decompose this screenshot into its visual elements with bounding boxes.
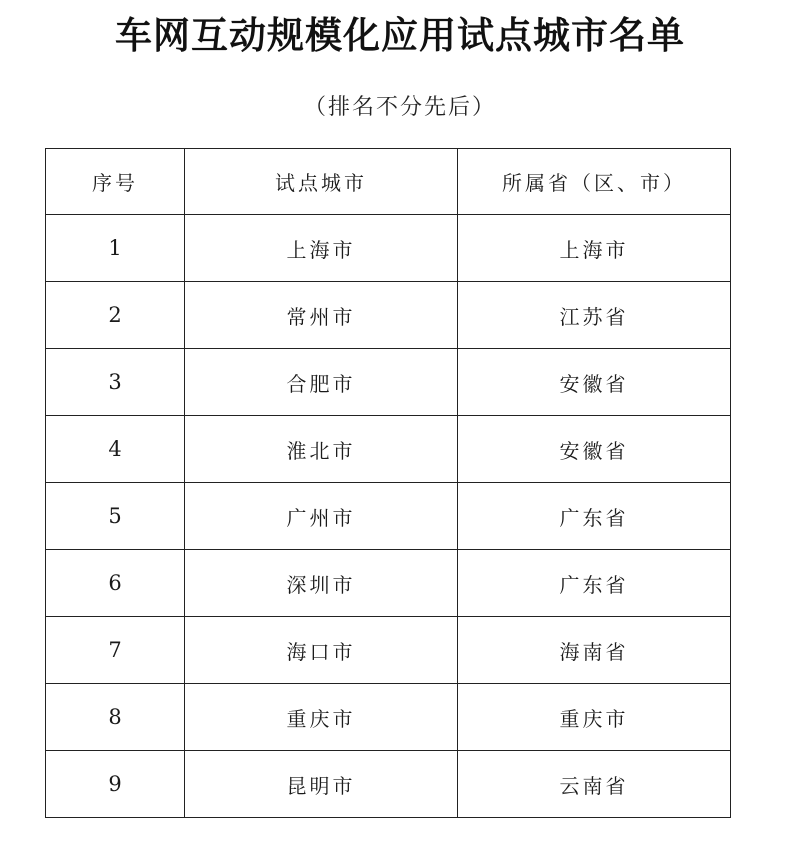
table-row [46,550,731,617]
row-city: 深圳市 [185,550,458,617]
row-city: 上海市 [185,215,458,282]
document-subtitle: （排名不分先后） [303,95,496,120]
row-province: 上海市 [458,215,731,282]
row-index: 5 [46,483,185,550]
row-index: 2 [46,282,185,349]
table-row [46,215,731,282]
row-province: 安徽省 [458,416,731,483]
table-row [46,282,731,349]
row-index: 4 [46,416,185,483]
header-province: 所属省（区、市） [458,149,731,215]
row-city: 常州市 [185,282,458,349]
row-city: 重庆市 [185,684,458,751]
row-province: 江苏省 [458,282,731,349]
row-index: 6 [46,550,185,617]
row-index: 8 [46,684,185,751]
table-row [46,416,731,483]
row-province: 海南省 [458,617,731,684]
header-index: 序号 [46,149,185,215]
row-province: 重庆市 [458,684,731,751]
document-title: 车网互动规模化应用试点城市名单 [115,14,685,57]
row-city: 昆明市 [185,751,458,818]
row-city: 海口市 [185,617,458,684]
row-city: 淮北市 [185,416,458,483]
row-city: 广州市 [185,483,458,550]
row-index: 9 [46,751,185,818]
table-row [46,617,731,684]
pilot-city-table [45,148,731,818]
row-province: 云南省 [458,751,731,818]
table-header-row [46,149,731,215]
row-index: 7 [46,617,185,684]
table-row [46,684,731,751]
table-row [46,483,731,550]
row-index: 3 [46,349,185,416]
row-city: 合肥市 [185,349,458,416]
row-province: 广东省 [458,483,731,550]
table-row [46,349,731,416]
row-province: 安徽省 [458,349,731,416]
row-province: 广东省 [458,550,731,617]
table-row [46,751,731,818]
header-city: 试点城市 [185,149,458,215]
row-index: 1 [46,215,185,282]
